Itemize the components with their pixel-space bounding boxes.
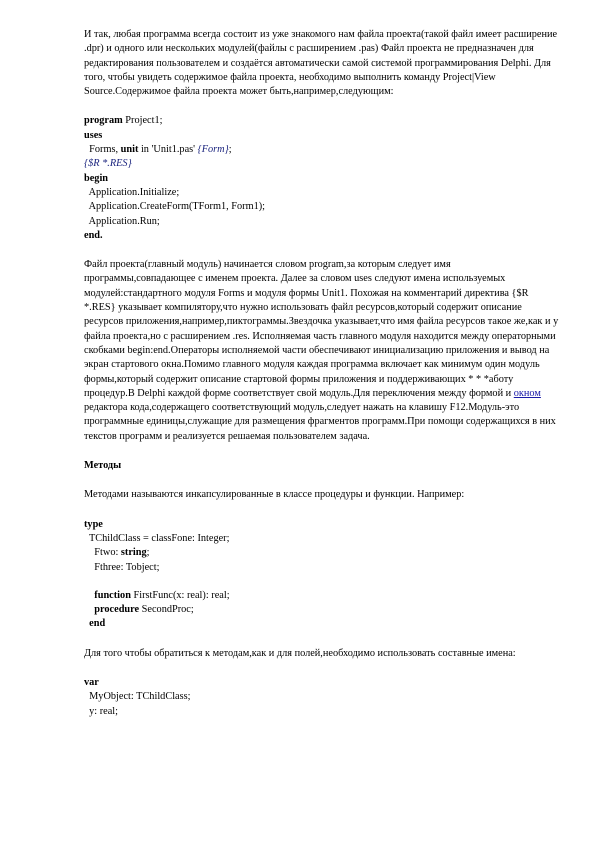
keyword: program xyxy=(84,115,123,127)
spacer xyxy=(84,661,562,676)
keyword: string xyxy=(120,547,147,559)
code-line xyxy=(84,603,562,617)
paragraph-text: редактора кода,содержащего соответствующий модуль,следует нажать на клавишу F12.Модуль-это программные единицы,служащие для размещения фрагментов программ.При помощи содержащихся в них текстов программ и реализуется решаемая пользователем задача. xyxy=(84,402,556,442)
explanation-paragraph xyxy=(84,258,562,444)
code-line xyxy=(84,518,562,532)
code-line: MyObject: TChildClass; xyxy=(84,691,191,703)
code-line xyxy=(84,114,562,128)
code-line: TChildClass = classFone: Integer; xyxy=(84,532,230,544)
keyword: procedure xyxy=(94,604,140,616)
code-line xyxy=(84,589,562,603)
code-text: Project1; xyxy=(122,115,163,127)
code-block-var xyxy=(84,676,562,719)
code-line xyxy=(84,229,562,243)
code-text: Forms, xyxy=(84,144,121,156)
keyword: begin xyxy=(84,172,109,184)
code-line xyxy=(84,129,562,143)
spacer xyxy=(84,444,562,459)
document-page xyxy=(84,28,562,719)
code-line xyxy=(84,172,562,186)
spacer xyxy=(84,503,562,518)
paragraph-text: Файл проекта(главный модуль) начинается словом program,за которым следует имя программы,совпадающее с именем проекта. Далее за словом uses следуют имена используемых модулей:стандартного модуля Forms и модуля формы Unit1. Похожая на комментарий директива {$R *.RES} указывает компилятору,что нужно использовать файл ресурсов,который содержит описание ресурсов приложения,например,пиктограммы.Звездочка указывает,что имя файла ресурсов такое же,как и у файла проекта,но с расширением .res. Исполняемая часть главного модуля находится между операторными скобками begin:end.Операторы исполняемой части обеспечивают инициализацию приложения и вывод на экран стартового окна.Помимо главного модуля каждая программа включает как минимум один модуль формы,который содержит описание стартовой формы приложения и поддерживающих * * *аботу процедур.В Delphi каждой форме соответствует свой модуль.Для переключения между формой и xyxy=(84,259,559,399)
code-text: in 'Unit1.pas' xyxy=(138,144,198,156)
code-line xyxy=(84,157,562,171)
code-text xyxy=(84,604,94,615)
code-line xyxy=(84,546,562,560)
keyword: unit xyxy=(120,144,139,156)
code-line: Application.CreateForm(TForm1, Form1); xyxy=(84,201,266,213)
keyword: end. xyxy=(84,229,103,241)
code-line xyxy=(84,617,562,631)
intro-paragraph: И так, любая программа всегда состоит из уже знакомого нам файла проекта(такой файл имеет расширение .dpr) и одного или нескольких модулей(файлы с расширением .pas) Файл проекта не предназначен для редактирования пользователем и создаётся автоматически самой системой программирования Delphi. Для того, чтобы увидеть содержимое файла проекта, необходимо выполнить команду Project|View Source.Содержимое файла проекта может быть,например,следующим: xyxy=(84,29,558,98)
section-heading-methods: Методы xyxy=(84,460,122,472)
code-text: Ftwo: xyxy=(84,547,121,559)
code-line xyxy=(84,676,562,690)
keyword: function xyxy=(94,589,131,601)
spacer xyxy=(84,99,562,114)
code-text: FirstFunc(x: real): real; xyxy=(130,589,230,601)
spacer xyxy=(84,575,562,589)
code-line: Application.Run; xyxy=(84,215,160,227)
code-line: Fthree: Tobject; xyxy=(84,561,160,573)
spacer xyxy=(84,632,562,647)
code-line: Application.Initialize; xyxy=(84,186,180,198)
code-text xyxy=(84,590,94,601)
code-line xyxy=(84,143,562,157)
code-text: SecondProc; xyxy=(139,604,194,616)
code-block-project xyxy=(84,114,562,243)
methods-intro-paragraph: Методами называются инкапсулированные в классе процедуры и функции. Например: xyxy=(84,489,465,501)
keyword: uses xyxy=(84,129,103,141)
keyword: type xyxy=(84,518,103,530)
code-text: ; xyxy=(146,547,150,559)
keyword: end xyxy=(89,618,106,630)
keyword: var xyxy=(84,676,99,688)
code-comment: {Form} xyxy=(197,144,229,156)
code-text: ; xyxy=(228,144,232,156)
spacer xyxy=(84,473,562,488)
composite-names-paragraph: Для того чтобы обратиться к методам,как и для полей,необходимо использовать составные имена: xyxy=(84,647,516,659)
code-block-class xyxy=(84,518,562,632)
code-directive: {$R *.RES} xyxy=(84,158,132,170)
window-link[interactable]: окном xyxy=(513,387,541,399)
code-line: y: real; xyxy=(84,705,119,717)
spacer xyxy=(84,243,562,258)
